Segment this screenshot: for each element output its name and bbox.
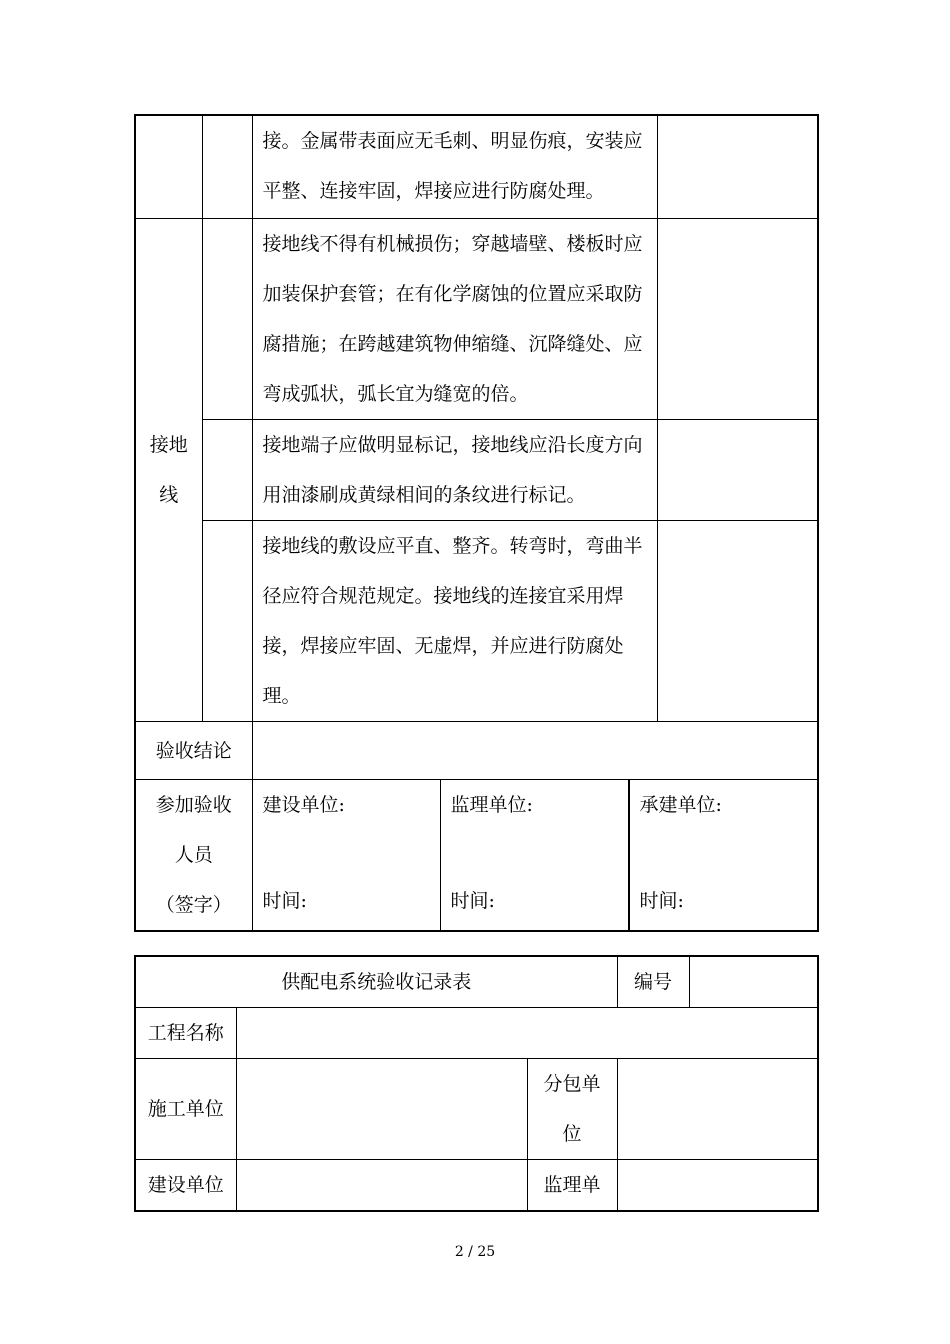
form-title-row	[135, 956, 818, 1008]
contract-unit-signature[interactable]	[630, 780, 818, 930]
participants-label-line2: 人员	[174, 844, 213, 866]
project-name-label: 工程名称	[135, 1008, 236, 1059]
grounding-wire-label: 接地线	[149, 434, 188, 506]
subcontract-unit-label-cell	[527, 1059, 617, 1160]
criteria-row	[135, 420, 818, 521]
conclusion-row	[135, 722, 818, 780]
project-name-field[interactable]	[236, 1008, 818, 1059]
acceptance-criteria-table	[134, 114, 819, 932]
category-cell	[135, 115, 202, 219]
participants-label-line3: （签字）	[155, 894, 232, 916]
index-cell	[202, 115, 252, 219]
construction-unit-label: 施工单位	[135, 1059, 236, 1160]
construction-unit-field[interactable]	[236, 1059, 527, 1160]
form-title: 供配电系统验收记录表	[135, 956, 617, 1008]
project-name-row	[135, 1008, 818, 1059]
conclusion-label: 验收结论	[135, 722, 252, 780]
result-cell	[657, 521, 818, 722]
criteria-text: 接地线的敷设应平直、整齐。转弯时，弯曲半径应符合规范规定。接地线的连接宜采用焊接，焊接应牢固、无虚焊，并应进行防腐处理。	[252, 521, 657, 722]
result-cell	[657, 420, 818, 521]
supervise-unit-field[interactable]	[617, 1160, 818, 1212]
build-unit-signature[interactable]	[253, 780, 441, 930]
index-cell	[202, 521, 252, 722]
supervise-unit-label: 监理单位:	[450, 794, 533, 816]
contract-unit-label: 承建单位:	[639, 794, 722, 816]
supervise-unit-time-label: 时间:	[450, 890, 495, 912]
result-cell	[657, 219, 818, 420]
criteria-text: 接地端子应做明显标记，接地线应沿长度方向用油漆刷成黄绿相间的条纹进行标记。	[252, 420, 657, 521]
contract-unit-time-label: 时间:	[639, 890, 684, 912]
participants-label-cell	[135, 780, 252, 932]
number-field[interactable]	[689, 956, 818, 1008]
grounding-wire-label-cell	[135, 219, 202, 722]
number-label: 编号	[617, 956, 689, 1008]
criteria-row	[135, 219, 818, 420]
criteria-row	[135, 115, 818, 219]
supervise-unit-label: 监理单	[527, 1160, 617, 1212]
construction-unit-row	[135, 1059, 818, 1160]
build-unit-label: 建设单位:	[262, 794, 345, 816]
build-unit-time-label: 时间:	[262, 890, 307, 912]
subcontract-label-line1: 分包单	[543, 1073, 601, 1095]
participants-row	[135, 780, 818, 932]
build-unit-field[interactable]	[236, 1160, 527, 1212]
subcontract-unit-field[interactable]	[617, 1059, 818, 1160]
supervise-unit-signature[interactable]	[441, 780, 630, 930]
build-unit-label: 建设单位	[135, 1160, 236, 1212]
criteria-row	[135, 521, 818, 722]
page-number: 2 / 25	[454, 1244, 496, 1260]
participants-label-line1: 参加验收	[155, 794, 232, 816]
signature-area	[252, 780, 818, 932]
conclusion-field[interactable]	[252, 722, 818, 780]
index-cell	[202, 219, 252, 420]
record-form-table	[134, 955, 819, 1212]
criteria-text: 接地线不得有机械损伤；穿越墙壁、楼板时应加装保护套管；在有化学腐蚀的位置应采取防腐措施；在跨越建筑物伸缩缝、沉降缝处、应弯成弧状，弧长宜为缝宽的倍。	[252, 219, 657, 420]
subcontract-label-line2: 位	[562, 1123, 582, 1145]
index-cell	[202, 420, 252, 521]
build-unit-row	[135, 1160, 818, 1212]
result-cell	[657, 115, 818, 219]
criteria-text: 接。金属带表面应无毛刺、明显伤痕，安装应平整、连接牢固，焊接应进行防腐处理。	[252, 115, 657, 219]
